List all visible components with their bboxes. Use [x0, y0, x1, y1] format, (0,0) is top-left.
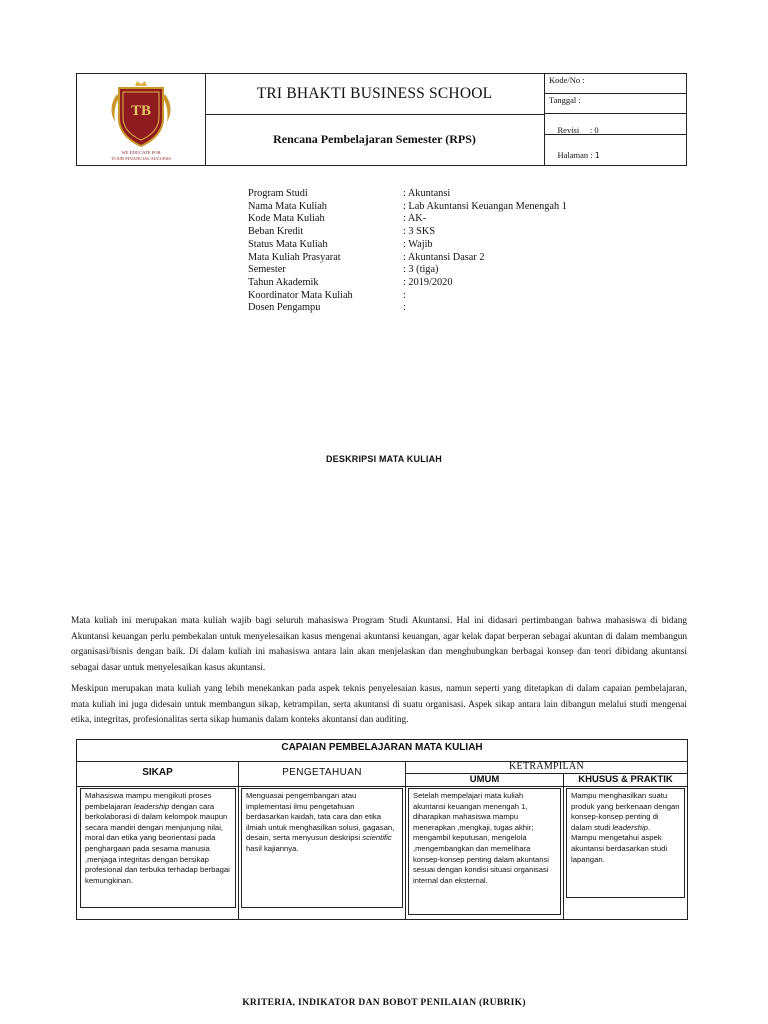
meta-tanggal-label: Tanggal : [549, 95, 581, 105]
khusus-text [567, 789, 684, 867]
info-row [248, 239, 567, 252]
info-row [248, 302, 567, 315]
table-divider [563, 773, 564, 919]
khusus-text-1: Mampu menghasilkan suatu produk yang berkenaan dengan konsep-konsep penting di dalam studi [571, 791, 680, 832]
khusus-text-em: leadership [612, 822, 648, 832]
school-name: TRI BHAKTI BUSINESS SCHOOL [205, 74, 545, 115]
info-label: Status Mata Kuliah [248, 238, 328, 250]
info-label: Program Studi [248, 188, 308, 199]
info-value: : Akuntansi Dasar 2 [403, 251, 485, 263]
table-title: CAPAIAN PEMBELAJARAN MATA KULIAH [281, 742, 483, 753]
col-khusus-praktik: KHUSUS & PRAKTIK [578, 774, 673, 785]
sikap-text-1: Mahasiswa mampu mengikuti proses pembelajaran [85, 791, 212, 811]
meta-revisi-label: Revisi : 0 [557, 125, 599, 135]
info-row [248, 277, 567, 290]
info-row [248, 188, 567, 201]
info-row [248, 201, 567, 214]
meta-halaman-label: Halaman : [557, 150, 595, 160]
info-value: : [403, 302, 406, 314]
info-value: : Akuntansi [403, 188, 451, 199]
description-paragraph-1: Mata kuliah ini merupakan mata kuliah wajib bagi seluruh mahasiswa Program Studi Akuntansi. Hal ini didasari pertimbangan bahwa mahasiswa di bidang Akuntansi keuangan perlu pembekalan untuk menyelesaikan kasus mengenai akuntansi keuangan, agar kelak dapat berperan sebagai akuntan di dalam membangun organisasi/bisnis dengan baik. Di dalam kuliah ini mahasiswa antara lain akan menjelaskan dan menghubungkan berbagai konsep dan teori dibidang akuntansi sebagai dasar untuk menyelesaikan kasus akuntansi. [71, 616, 687, 674]
info-value: : 3 (tiga) [403, 264, 439, 276]
umum-text: Setelah mempelajari mata kuliah akuntansi keuangan menengah 1, diharapkan mahasiswa mampu menerapkan ,mengkaji, tugas akhir; mengambil keputusan, mengelola ,mengembangkan dan memelihara konsep-konsep penting dalam akuntansi sesuai dengan kondisi situasi organisasi internal dan eksternal. [413, 791, 549, 885]
sikap-box [80, 788, 236, 908]
info-label: Semester [248, 264, 286, 276]
info-label: Kode Mata Kuliah [248, 213, 325, 225]
info-label: Koordinator Mata Kuliah [248, 289, 353, 301]
meta-halaman [544, 135, 686, 165]
col-ketrampilan: KETRAMPILAN [509, 761, 584, 772]
info-value: : Lab Akuntansi Keuangan Menengah 1 [403, 200, 567, 212]
school-logo [77, 74, 205, 165]
khusus-box [566, 788, 685, 898]
rubric-title: KRITERIA, INDIKATOR DAN BOBOT PENILAIAN (RUBRIK) [242, 998, 526, 1008]
col-pengetahuan: PENGETAHUAN [282, 767, 362, 778]
logo-cell [77, 74, 206, 165]
info-value: : Wajib [403, 238, 433, 250]
info-label: Tahun Akademik [248, 276, 319, 288]
khusus-text-2: . [647, 822, 651, 832]
info-value: : 2019/2020 [403, 276, 453, 288]
meta-halaman-value: 1 [594, 151, 600, 160]
document-title: Rencana Pembelajaran Semester (RPS) [205, 114, 545, 165]
sikap-text-2: dengan cara berkolaborasi di dalam kelompok maupun secara mandiri dengan menjunjung nilai, moral dan etika yang beorientasi pada penghargaan pada sesama manusia ,menjaga integritas dengan bersikap profesional dan terbuka terhadap berbagai kemungkinan. [85, 801, 230, 885]
meta-revisi [544, 114, 686, 135]
col-sikap: SIKAP [142, 767, 173, 778]
logo-letters: TB [130, 103, 152, 119]
meta-kode-label: Kode/No : [549, 75, 585, 85]
meta-kode [544, 74, 686, 94]
info-label: Mata Kuliah Prasyarat [248, 251, 341, 263]
col-umum: UMUM [469, 774, 500, 785]
info-value: : [403, 289, 406, 301]
description-paragraph-2: Meskipun merupakan mata kuliah yang lebih menekankan pada aspek teknis penyelesaian kasus, namun seperti yang ditetapkan di dalam capaian pembelajaran, mata kuliah ini juga didesain untuk membangun sikap, ketrampilan, serta akuntansi di suatu organisasi. Aspek sikap antara lain dibangun melalui studi mengenai etika, integritas, profesionalitas serta sikap humanis dalam konteks akuntansi dan auditing. [71, 684, 687, 726]
logo-slogan-line2: Your Financial Success [111, 156, 171, 161]
info-label: Beban Kredit [248, 226, 304, 238]
info-row [248, 226, 567, 239]
sikap-text-em: leadership [133, 801, 170, 811]
info-value: : AK- [403, 213, 427, 225]
table-divider [238, 761, 239, 919]
pengetahuan-text-2: hasil kajiannya. [246, 843, 299, 853]
header-box [76, 73, 687, 166]
sikap-text [81, 789, 235, 888]
course-info [248, 188, 567, 315]
table-divider [405, 761, 406, 919]
umum-box [408, 788, 561, 915]
pengetahuan-box [241, 788, 403, 908]
info-label: Nama Mata Kuliah [248, 200, 327, 212]
info-row [248, 252, 567, 265]
info-row [248, 213, 567, 226]
table-divider [77, 786, 687, 787]
logo-slogan-line1: We Educate for [121, 150, 161, 155]
description-title: DESKRIPSI MATA KULIAH [325, 454, 443, 464]
khusus-text-3: Mampu mengetahui aspek akuntansi berdasarkan studi lapangan. [571, 833, 668, 864]
pengetahuan-text [242, 789, 402, 857]
info-row [248, 264, 567, 277]
info-row [248, 290, 567, 303]
meta-tanggal [544, 94, 686, 114]
pengetahuan-text-1: Menguasai pengembangan atau implementasi ilmu pengetahuan berdasarkan kaidah, tata cara dan etika ilmiah untuk menghasilkan solusi, gagasan, desain, serta menyusun deskripsi [246, 791, 395, 843]
info-value: : 3 SKS [403, 226, 436, 238]
info-label: Dosen Pengampu [248, 302, 321, 314]
learning-outcomes-table [76, 739, 688, 920]
pengetahuan-text-em: scientific [362, 833, 392, 843]
